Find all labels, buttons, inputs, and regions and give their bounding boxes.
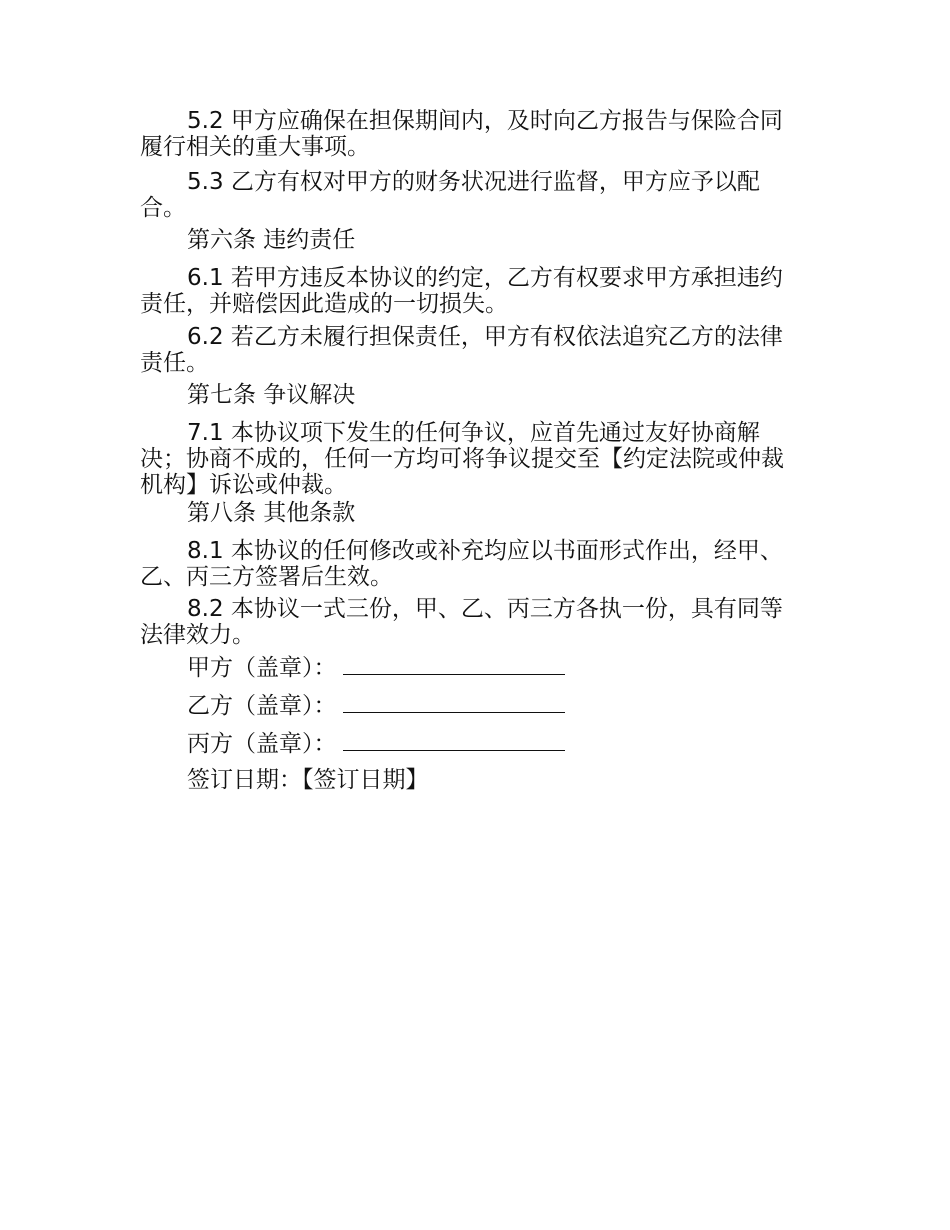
clause-6-1: 6.1 若甲方违反本协议的约定，乙方有权要求甲方承担违约责任，并赔偿因此造成的一切损失。 [140,265,783,317]
party-b-signature-blank [343,711,565,713]
party-b-signature [187,693,565,719]
party-c-signature-blank [343,749,565,751]
party-b-label: 乙方（盖章）： [187,693,337,719]
clause-8-2: 8.2 本协议一式三份，甲、乙、丙三方各执一份，具有同等法律效力。 [140,596,783,648]
party-a-signature-blank [343,673,565,675]
clause-8-1: 8.1 本协议的任何修改或补充均应以书面形式作出，经甲、乙、丙三方签署后生效。 [140,538,783,590]
party-c-signature [187,731,565,757]
clause-5-3: 5.3 乙方有权对甲方的财务状况进行监督，甲方应予以配合。 [140,169,760,221]
party-c-label: 丙方（盖章）： [187,731,337,757]
signing-date: 签订日期：【签订日期】 [187,767,429,793]
party-a-label: 甲方（盖章）： [187,655,337,681]
clause-6-2: 6.2 若乙方未履行担保责任，甲方有权依法追究乙方的法律责任。 [140,324,783,376]
clause-7-1: 7.1 本协议项下发生的任何争议，应首先通过友好协商解决；协商不成的，任何一方均可将争议提交至【约定法院或仲裁机构】诉讼或仲裁。 [140,420,784,498]
article-6-heading: 第六条 违约责任 [187,227,356,253]
article-8-heading: 第八条 其他条款 [187,500,356,526]
article-7-heading: 第七条 争议解决 [187,382,356,408]
party-a-signature [187,655,565,681]
clause-5-2: 5.2 甲方应确保在担保期间内，及时向乙方报告与保险合同履行相关的重大事项。 [140,108,783,160]
